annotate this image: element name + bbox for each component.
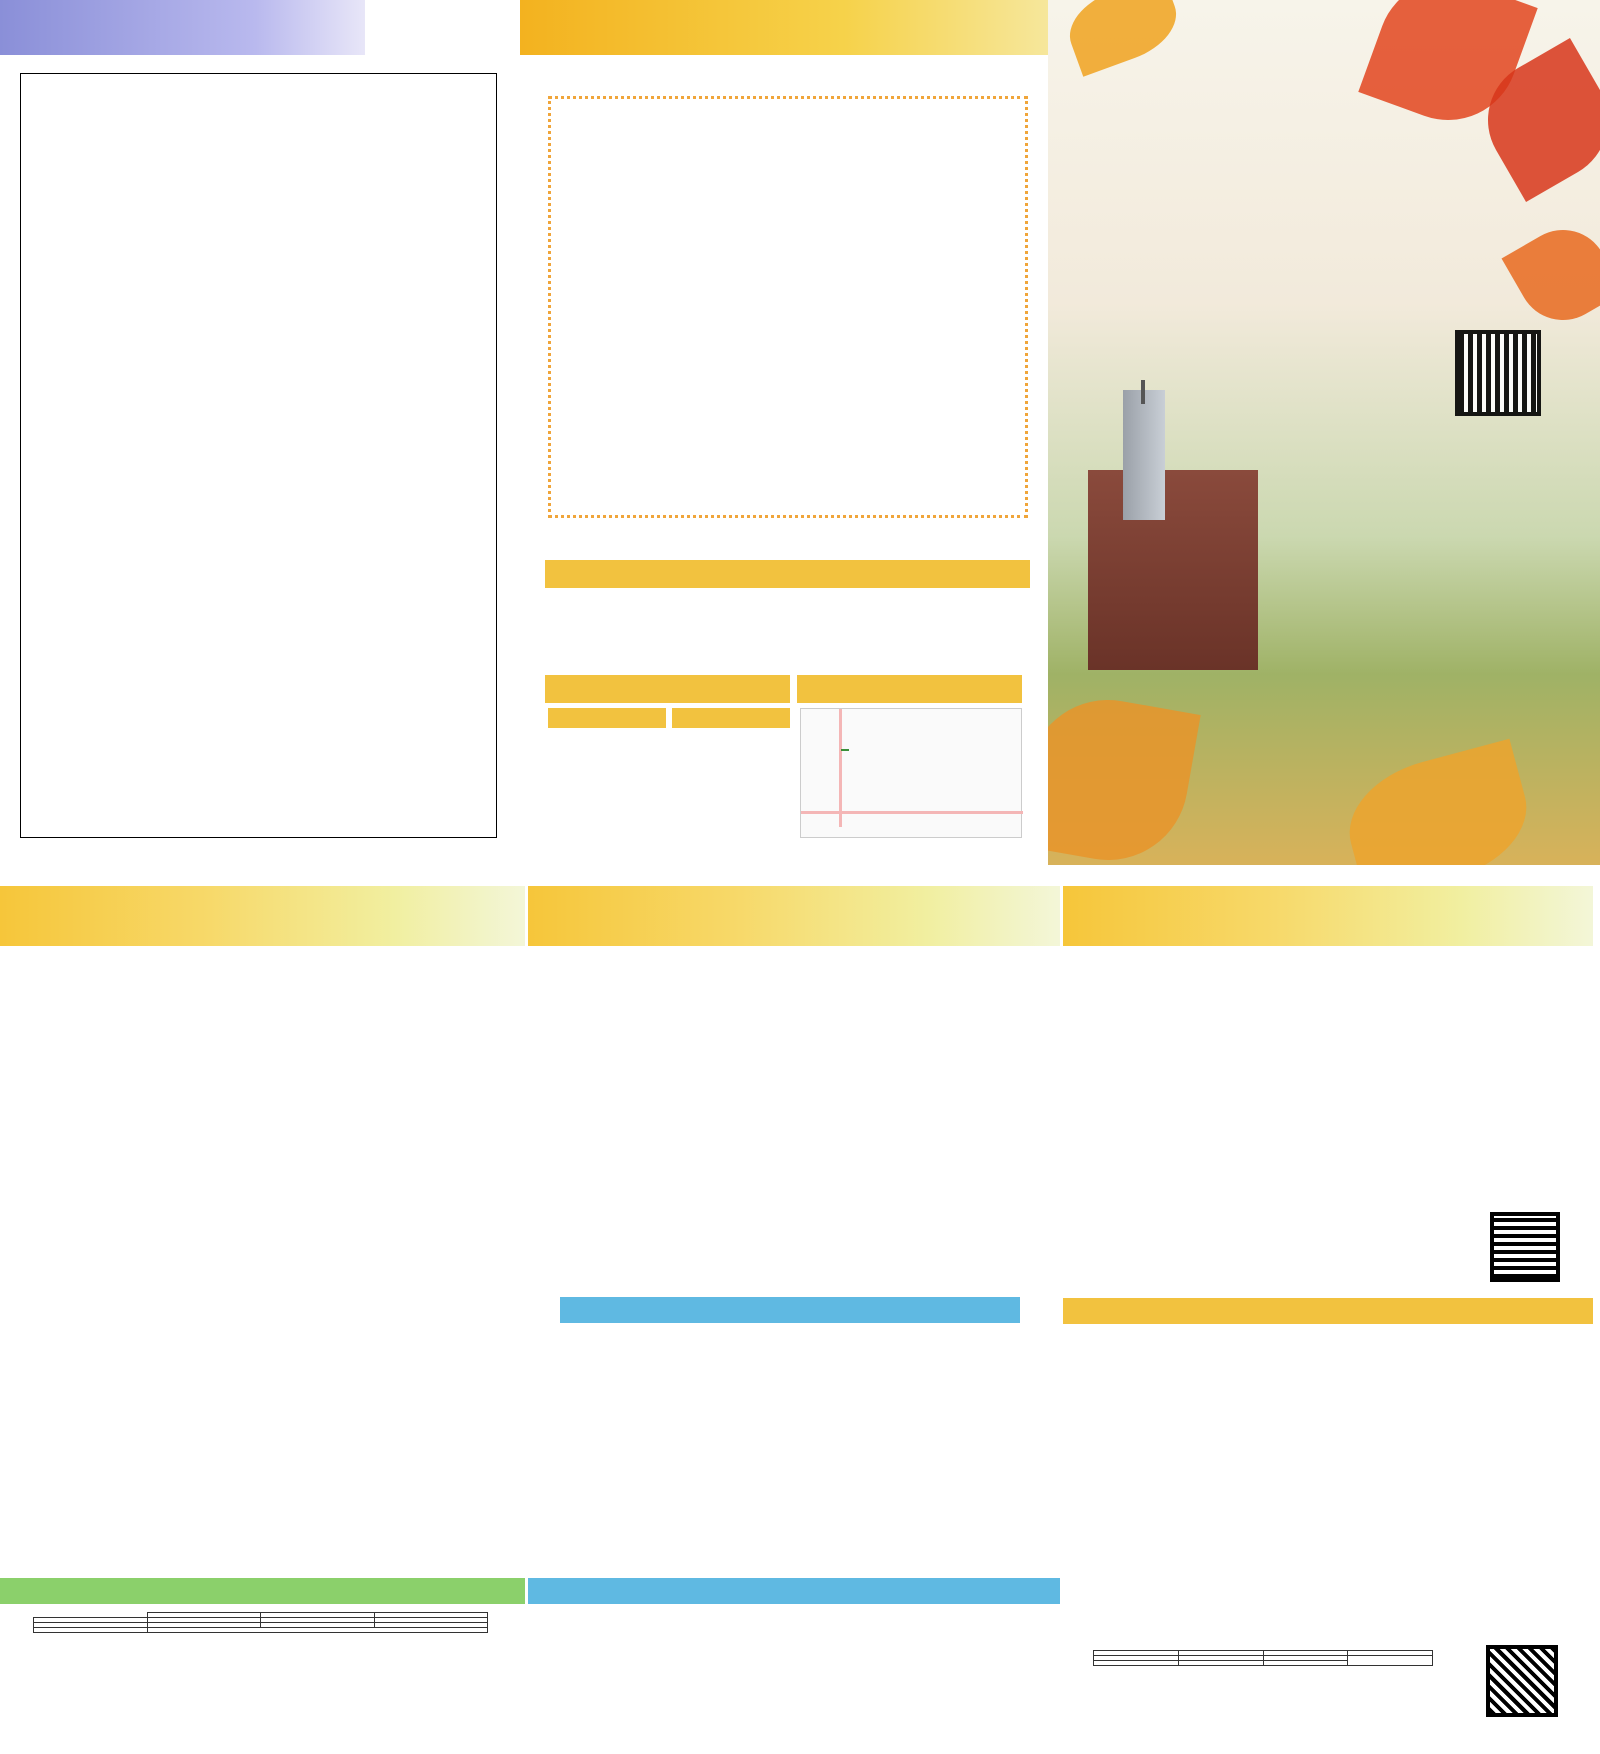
directions-map <box>800 708 1022 838</box>
gospel-box <box>548 96 1028 518</box>
org-header <box>1063 886 1593 946</box>
church-tower <box>1123 390 1165 520</box>
adult-head <box>548 708 666 728</box>
church-cross <box>1141 380 1145 404</box>
youth-instagram-qr[interactable] <box>1486 1645 1558 1717</box>
news-title <box>1063 1298 1593 1324</box>
map-title <box>797 675 1022 703</box>
stewards-title <box>0 1578 525 1604</box>
logos-title <box>16 2 24 32</box>
map-church-label <box>841 749 849 751</box>
gospel-header <box>520 0 1060 55</box>
stewards-table <box>33 1612 488 1633</box>
adult-schedule <box>550 732 556 824</box>
sermon-box <box>20 73 497 838</box>
youtube-qr[interactable] <box>1490 1212 1560 1282</box>
afternoon-header <box>528 886 1060 946</box>
church-building <box>1088 470 1258 670</box>
officers-left <box>575 587 582 640</box>
officers-title <box>545 560 1030 588</box>
logos-header <box>0 0 365 55</box>
morning-title <box>16 894 24 924</box>
wednesday-title <box>560 1297 1020 1323</box>
homepage-qr[interactable] <box>1455 330 1541 416</box>
officers-right <box>806 587 976 648</box>
afternoon-title <box>544 894 552 924</box>
cover-panel <box>1048 0 1600 865</box>
worship-time-title <box>545 675 790 703</box>
school-head <box>672 708 790 728</box>
dawn-title <box>528 1578 1060 1604</box>
ushers-table <box>1093 1650 1433 1666</box>
morning-header <box>0 886 525 946</box>
school-schedule <box>680 732 720 824</box>
org-title <box>1079 894 1087 924</box>
